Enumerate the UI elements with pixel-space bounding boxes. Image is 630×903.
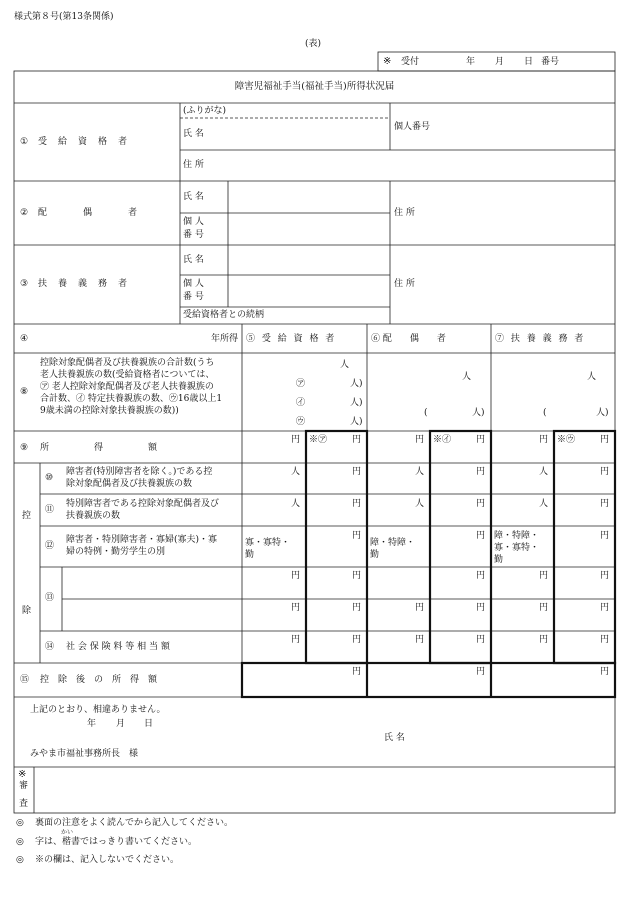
row9-c5b-yen: 円: [352, 435, 362, 445]
row1-address-label: 住 所: [183, 160, 204, 170]
row2-bango-label: 番 号: [183, 230, 204, 240]
row9-c6b-yen: 円: [476, 435, 486, 445]
row12-col5-line2: 勤: [245, 550, 255, 560]
declaration-day: 日: [144, 719, 154, 729]
row12-c5b-yen: 円: [352, 531, 362, 541]
row12-col7-line2: 寡・寡特・: [494, 543, 540, 553]
note-2-text: 字は、楷書ではっきり書いてください。: [35, 837, 198, 847]
row14-c7b-yen: 円: [600, 635, 610, 645]
row14-c5b-yen: 円: [352, 635, 362, 645]
row10-c6b-unit: 円: [476, 467, 486, 477]
declaration-name-label: 氏 名: [384, 733, 405, 743]
row8-col7-person: 人: [587, 372, 597, 382]
row12-col6-line1: 障・特障・: [370, 538, 416, 548]
row10-c6a-unit: 人: [415, 467, 425, 477]
row8-text-line4: 合計数、㋑ 特定扶養親族の数、㋒16歳以上1: [40, 394, 223, 404]
note-3-text: ※の欄は、記入しないでください。: [35, 855, 180, 865]
row13b-c7a-yen: 円: [539, 603, 549, 613]
row13-item1-field[interactable]: [66, 570, 238, 596]
row8-a-mark: ㋐: [296, 379, 306, 389]
row2-label: 配偶者: [38, 208, 174, 218]
declaration-year: 年: [87, 719, 97, 729]
row2-name-label: 氏 名: [183, 192, 204, 202]
row11-c5a-unit: 人: [291, 499, 301, 509]
row13-num: ⑬: [45, 593, 55, 603]
row1-label: 受給資格者: [38, 137, 139, 147]
row13a-c6b-yen: 円: [476, 571, 486, 581]
row9-c5a-yen: 円: [291, 435, 301, 445]
row3-kojin-label: 個 人: [183, 279, 204, 289]
row12-num: ⑫: [45, 541, 55, 551]
row1-address-field[interactable]: [210, 153, 610, 177]
row13b-c6a-yen: 円: [415, 603, 425, 613]
row13a-c5b-yen: 円: [352, 571, 362, 581]
note-1-mark: ◎: [16, 818, 24, 828]
row10-num: ⑩: [45, 473, 54, 483]
row8-num: ⑧: [20, 387, 29, 397]
row11-c6b-unit: 円: [476, 499, 486, 509]
row8-u-unit: 人): [350, 417, 363, 427]
addressee: みやま市福祉事務所長 様: [30, 749, 139, 759]
reception-month: 月: [495, 57, 505, 67]
note-2-ruby: かい: [61, 829, 74, 836]
row13a-c7a-yen: 円: [539, 571, 549, 581]
col6-header: ⑥ 配 偶 者: [371, 334, 446, 344]
declaration-text: 上記のとおり、相違ありません。: [30, 705, 166, 715]
row3-bango-label: 番 号: [183, 292, 204, 302]
row8-col7-paren-open: (: [543, 408, 547, 418]
row10-c7b-unit: 円: [600, 467, 610, 477]
row12-col5-line1: 寡・寡特・: [245, 538, 291, 548]
row11-text-line1: 特別障害者である控除対象配偶者及び: [66, 499, 220, 509]
note-3-mark: ◎: [16, 855, 24, 865]
reception-number: 番号: [541, 57, 560, 67]
row12-c7b-yen: 円: [600, 531, 610, 541]
row15-c7-yen: 円: [600, 667, 610, 677]
row10-c7a-unit: 人: [539, 467, 549, 477]
row14-c6b-yen: 円: [476, 635, 486, 645]
row13a-c5a-yen: 円: [291, 571, 301, 581]
row12-text-line2: 婦の特例・勤労学生の別: [66, 547, 166, 557]
row8-text-line1: 控除対象配偶者及び扶養親族の合計数(うち: [40, 358, 215, 368]
col5-header: ⑤ 受 給 資 格 者: [246, 334, 337, 344]
row13a-c7b-yen: 円: [600, 571, 610, 581]
row8-col7-paren-close: 人): [596, 408, 609, 418]
col7-header: ⑦ 扶 養 義 務 者: [495, 334, 586, 344]
row8-text-line3: ㋐ 老人控除対象配偶者及び老人扶養親族の: [40, 382, 214, 392]
review-char1: 審: [19, 781, 29, 791]
reception-year: 年: [466, 57, 476, 67]
row15-c6-yen: 円: [476, 667, 486, 677]
row10-text-line2: 除対象配偶者及び扶養親族の数: [66, 479, 193, 489]
row2-kojin-label: 個 人: [183, 217, 204, 227]
reception-mark: ※: [383, 56, 392, 67]
row2-num: ②: [20, 208, 29, 218]
row2-address-field[interactable]: [430, 185, 610, 241]
row12-text-line1: 障害者・特別障害者・寡婦(寡夫)・寡: [66, 535, 218, 545]
row8-i-mark: ㋑: [296, 398, 306, 408]
row9-c7a-yen: 円: [539, 435, 549, 445]
note-2-mark: ◎: [16, 837, 24, 847]
row3-name-label: 氏 名: [183, 255, 204, 265]
row9-mark-i: ※㋑: [433, 435, 452, 445]
row15-label: 控 除 後 の 所 得 額: [40, 675, 158, 685]
year-income-label: 年所得: [211, 334, 239, 344]
row2-name-field[interactable]: [232, 185, 386, 209]
row10-c5b-unit: 円: [352, 467, 362, 477]
row4-num: ④: [20, 334, 29, 344]
row10-text-line1: 障害者(特別障害者を除く。)である控: [66, 467, 213, 477]
row13b-c7b-yen: 円: [600, 603, 610, 613]
row3-relation-label: 受給資格者との続柄: [183, 310, 265, 320]
row11-c7b-unit: 円: [600, 499, 610, 509]
furigana-label: (ふりがな): [183, 106, 227, 116]
row13b-c5b-yen: 円: [352, 603, 362, 613]
row8-col6-person: 人: [462, 372, 472, 382]
row1-num: ①: [20, 137, 29, 147]
row13-item2-field[interactable]: [66, 602, 238, 628]
row8-col7-field[interactable]: [495, 357, 611, 427]
row11-c5b-unit: 円: [352, 499, 362, 509]
row9-num: ⑨: [20, 443, 29, 453]
row11-text-line2: 扶養親族の数: [66, 511, 121, 521]
row3-label: 扶養義務者: [38, 279, 139, 289]
row10-c5a-unit: 人: [291, 467, 301, 477]
row3-address-label: 住 所: [394, 279, 415, 289]
row3-number-field[interactable]: [232, 279, 386, 303]
row8-col6-paren-open: (: [424, 408, 428, 418]
row3-name-field[interactable]: [232, 249, 386, 271]
row11-c6a-unit: 人: [415, 499, 425, 509]
row1-name-field[interactable]: [228, 124, 386, 144]
row2-number-field[interactable]: [232, 217, 386, 241]
note-1-text: 裏面の注意をよく読んでから記入してください。: [35, 818, 234, 828]
row9-mark-u: ※㋒: [557, 435, 576, 445]
row3-address-field[interactable]: [430, 249, 610, 321]
row8-text-line5: 9歳未満の控除対象扶養親族の数)): [40, 406, 179, 416]
row14-num: ⑭: [45, 642, 55, 652]
deduction-label-top: 控: [22, 511, 32, 521]
form-number: 様式第８号(第13条関係): [14, 12, 114, 22]
signature-field[interactable]: [420, 728, 610, 746]
row12-col6-line2: 勤: [370, 550, 380, 560]
row14-c5a-yen: 円: [291, 635, 301, 645]
row11-num: ⑪: [45, 505, 55, 515]
review-mark: ※: [18, 769, 27, 780]
review-char2: 査: [19, 799, 29, 809]
row15-num: ⑮: [20, 675, 30, 685]
row15-c5-yen: 円: [352, 667, 362, 677]
row8-col6-paren-close: 人): [472, 408, 485, 418]
my-number-label: 個人番号: [394, 122, 431, 132]
row12-col7-line3: 勤: [494, 555, 504, 565]
row3-relation-field[interactable]: [280, 308, 386, 322]
row9-c7b-yen: 円: [600, 435, 610, 445]
side-label: (表): [305, 39, 322, 49]
row14-c7a-yen: 円: [539, 635, 549, 645]
row1-name-label: 氏 名: [183, 129, 204, 139]
row2-address-label: 住 所: [394, 208, 415, 218]
row8-col5-person: 人: [340, 360, 350, 370]
row14-label: 社 会 保 険 料 等 相 当 額: [66, 642, 170, 652]
row8-a-unit: 人): [350, 379, 363, 389]
row8-u-mark: ㋒: [296, 417, 306, 427]
row11-c7a-unit: 人: [539, 499, 549, 509]
my-number-field[interactable]: [394, 134, 610, 148]
row12-c6b-yen: 円: [476, 531, 486, 541]
form-title: 障害児福祉手当(福祉手当)所得状況届: [234, 81, 395, 92]
row12-col7-line1: 障・特障・: [494, 531, 540, 541]
row9-label: 所 得 額: [40, 443, 158, 453]
row8-col5-field[interactable]: [246, 357, 336, 427]
reception-label: 受付: [401, 57, 420, 67]
row14-c6a-yen: 円: [415, 635, 425, 645]
row3-num: ③: [20, 279, 29, 289]
declaration-month: 月: [116, 719, 126, 729]
row9-mark-a: ※㋐: [309, 435, 328, 445]
row8-text-line2: 老人扶養親族の数(受給資格者については、: [40, 370, 215, 380]
row8-col6-field[interactable]: [371, 357, 487, 427]
deduction-label-bottom: 除: [22, 606, 32, 616]
reception-day: 日: [524, 57, 534, 67]
row9-c6a-yen: 円: [415, 435, 425, 445]
year-field[interactable]: [186, 331, 210, 345]
row8-i-unit: 人): [350, 398, 363, 408]
row13b-c5a-yen: 円: [291, 603, 301, 613]
row13b-c6b-yen: 円: [476, 603, 486, 613]
